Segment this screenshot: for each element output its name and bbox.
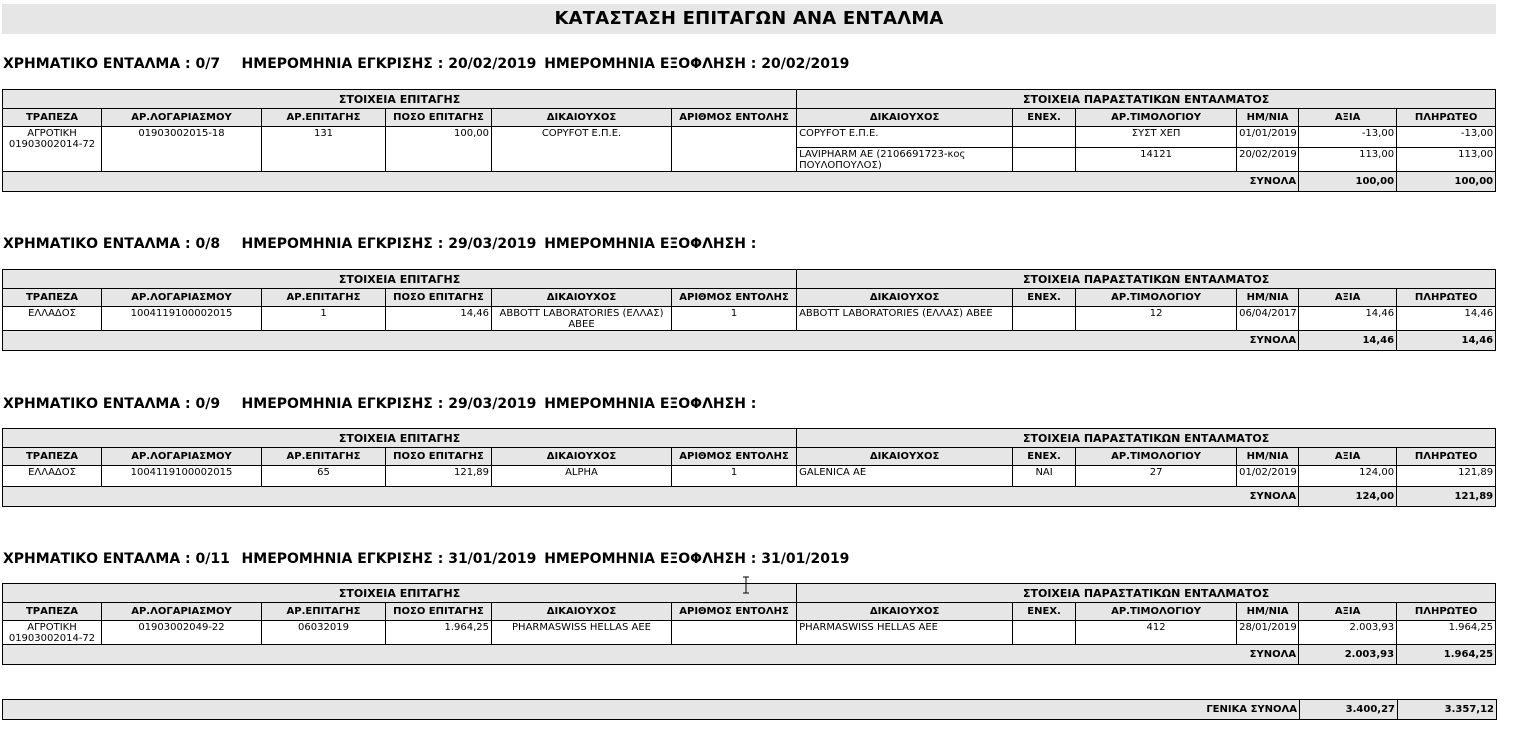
column-header: ΑΡ.ΕΠΙΤΑΓΗΣ xyxy=(262,448,386,466)
entalma-label: ΧΡΗΜΑΤΙΚΟ ΕΝΤΑΛΜΑ : xyxy=(3,56,196,72)
column-header: ΗΜ/ΝΙΑ xyxy=(1237,289,1299,307)
check-amount: 14,46 xyxy=(386,307,492,331)
totals-label: ΣΥΝΟΛΑ xyxy=(3,645,1299,665)
column-header: ΑΡΙΘΜΟΣ ΕΝΤΟΛΗΣ xyxy=(672,109,797,127)
approval-date-label: ΗΜΕΡΟΜΗΝΙΑ ΕΓΚΡΙΣΗΣ : xyxy=(241,236,449,252)
grand-total-payable: 3.357,12 xyxy=(1398,700,1497,720)
column-header: ΑΡΙΘΜΟΣ ΕΝΤΟΛΗΣ xyxy=(672,603,797,621)
order-number: 1 xyxy=(672,466,797,487)
order-number xyxy=(672,621,797,645)
entalma-number: 0/7 xyxy=(195,56,221,72)
column-header: ΑΡ.ΛΟΓΑΡΙΑΣΜΟΥ xyxy=(102,289,262,307)
doc-payable: 1.964,25 xyxy=(1397,621,1496,645)
doc-beneficiary: LAVIPHARM AE (2106691723-κος ΠΟΥΛΟΠΟΥΛΟΣ) xyxy=(797,148,1013,172)
column-header: ΑΡ.ΤΙΜΟΛΟΓΙΟΥ xyxy=(1076,448,1237,466)
doc-date: 01/01/2019 xyxy=(1237,127,1299,148)
column-header: ΕΝΕΧ. xyxy=(1013,109,1076,127)
check-account: 1004119100002015 xyxy=(102,307,262,331)
check-account: 01903002015-18 xyxy=(102,127,262,172)
doc-enex xyxy=(1013,127,1076,148)
doc-invoice: 14121 xyxy=(1076,148,1237,172)
table-row xyxy=(3,466,1496,487)
totals-label: ΣΥΝΟΛΑ xyxy=(3,487,1299,507)
approval-date-label: ΗΜΕΡΟΜΗΝΙΑ ΕΓΚΡΙΣΗΣ : xyxy=(241,56,449,72)
entalma-table xyxy=(2,583,1496,665)
check-beneficiary: ABBOTT LABORATORIES (ΕΛΛΑΣ) ΑΒΕΕ xyxy=(492,307,672,331)
column-header: ΔΙΚΑΙΟΥΧΟΣ xyxy=(797,289,1013,307)
total-payable: 121,89 xyxy=(1397,487,1496,507)
doc-invoice: 12 xyxy=(1076,307,1237,331)
entalma-number: 0/8 xyxy=(195,236,221,252)
check-beneficiary: ALPHA xyxy=(492,466,672,487)
column-header: ΔΙΚΑΙΟΥΧΟΣ xyxy=(797,448,1013,466)
column-header: ΤΡΑΠΕΖΑ xyxy=(3,289,102,307)
total-value: 100,00 xyxy=(1299,172,1397,192)
grand-totals-block xyxy=(2,699,1496,720)
entalma-number: 0/11 xyxy=(195,551,230,567)
total-value: 124,00 xyxy=(1299,487,1397,507)
payment-date-label: ΗΜΕΡΟΜΗΝΙΑ ΕΞΟΦΛΗΣΗ : xyxy=(544,56,762,72)
check-bank: ΕΛΛΑΔΟΣ xyxy=(3,466,102,487)
check-amount: 121,89 xyxy=(386,466,492,487)
total-payable: 1.964,25 xyxy=(1397,645,1496,665)
column-header: ΑΡ.ΕΠΙΤΑΓΗΣ xyxy=(262,289,386,307)
approval-date: 31/01/2019 xyxy=(448,551,537,567)
entalma-header xyxy=(3,235,761,253)
group-header-docs: ΣΤΟΙΧΕΙΑ ΠΑΡΑΣΤΑΤΙΚΩΝ ΕΝΤΑΛΜΑΤΟΣ xyxy=(797,90,1496,109)
column-header: ΑΡ.ΤΙΜΟΛΟΓΙΟΥ xyxy=(1076,289,1237,307)
column-header: ΤΡΑΠΕΖΑ xyxy=(3,109,102,127)
doc-value: 14,46 xyxy=(1299,307,1397,331)
column-header: ΑΡ.ΛΟΓΑΡΙΑΣΜΟΥ xyxy=(102,109,262,127)
order-number: 1 xyxy=(672,307,797,331)
order-number xyxy=(672,127,797,172)
doc-date: 20/02/2019 xyxy=(1237,148,1299,172)
check-beneficiary: PHARMASWISS HELLAS AEE xyxy=(492,621,672,645)
check-amount: 100,00 xyxy=(386,127,492,172)
doc-beneficiary: ABBOTT LABORATORIES (ΕΛΛΑΣ) ΑΒΕΕ xyxy=(797,307,1013,331)
doc-beneficiary: GALENICA AE xyxy=(797,466,1013,487)
entalma-header xyxy=(3,55,849,73)
column-header: ΑΞΙΑ xyxy=(1299,603,1397,621)
entalma-label: ΧΡΗΜΑΤΙΚΟ ΕΝΤΑΛΜΑ : xyxy=(3,396,196,412)
column-header: ΠΛΗΡΩΤΕΟ xyxy=(1397,448,1496,466)
entalma-table xyxy=(2,89,1496,192)
totals-label: ΣΥΝΟΛΑ xyxy=(3,331,1299,351)
table-row xyxy=(3,127,1496,148)
column-header: ΔΙΚΑΙΟΥΧΟΣ xyxy=(492,289,672,307)
check-number: 131 xyxy=(262,127,386,172)
column-header: ΑΞΙΑ xyxy=(1299,289,1397,307)
doc-beneficiary: PHARMASWISS HELLAS AEE xyxy=(797,621,1013,645)
doc-date: 01/02/2019 xyxy=(1237,466,1299,487)
column-header: ΑΡ.ΤΙΜΟΛΟΓΙΟΥ xyxy=(1076,109,1237,127)
column-header: ΠΛΗΡΩΤΕΟ xyxy=(1397,109,1496,127)
entalma-table-block xyxy=(2,269,1496,351)
entalma-header xyxy=(3,550,849,568)
entalma-number: 0/9 xyxy=(195,396,221,412)
check-amount: 1.964,25 xyxy=(386,621,492,645)
group-header-docs: ΣΤΟΙΧΕΙΑ ΠΑΡΑΣΤΑΤΙΚΩΝ ΕΝΤΑΛΜΑΤΟΣ xyxy=(797,429,1496,448)
column-header: ΤΡΑΠΕΖΑ xyxy=(3,448,102,466)
entalma-table-block xyxy=(2,89,1496,192)
doc-date: 28/01/2019 xyxy=(1237,621,1299,645)
doc-payable: -13,00 xyxy=(1397,127,1496,148)
group-header-check: ΣΤΟΙΧΕΙΑ ΕΠΙΤΑΓΗΣ xyxy=(3,270,797,289)
totals-row xyxy=(3,487,1496,507)
table-row xyxy=(3,621,1496,645)
total-payable: 100,00 xyxy=(1397,172,1496,192)
payment-date: 20/02/2019 xyxy=(761,56,850,72)
approval-date-label: ΗΜΕΡΟΜΗΝΙΑ ΕΓΚΡΙΣΗΣ : xyxy=(241,396,449,412)
entalma-table-block xyxy=(2,428,1496,507)
column-header: ΠΛΗΡΩΤΕΟ xyxy=(1397,289,1496,307)
doc-value: -13,00 xyxy=(1299,127,1397,148)
column-header: ΑΡ.ΛΟΓΑΡΙΑΣΜΟΥ xyxy=(102,448,262,466)
column-header: ΕΝΕΧ. xyxy=(1013,603,1076,621)
totals-row xyxy=(3,172,1496,192)
column-header: ΔΙΚΑΙΟΥΧΟΣ xyxy=(492,603,672,621)
column-header: ΔΙΚΑΙΟΥΧΟΣ xyxy=(797,109,1013,127)
doc-payable: 14,46 xyxy=(1397,307,1496,331)
entalma-table xyxy=(2,269,1496,351)
doc-value: 124,00 xyxy=(1299,466,1397,487)
check-number: 1 xyxy=(262,307,386,331)
group-header-docs: ΣΤΟΙΧΕΙΑ ΠΑΡΑΣΤΑΤΙΚΩΝ ΕΝΤΑΛΜΑΤΟΣ xyxy=(797,270,1496,289)
column-header: ΤΡΑΠΕΖΑ xyxy=(3,603,102,621)
check-account: 1004119100002015 xyxy=(102,466,262,487)
entalma-header xyxy=(3,395,761,413)
doc-value: 2.003,93 xyxy=(1299,621,1397,645)
doc-enex xyxy=(1013,621,1076,645)
column-header: ΔΙΚΑΙΟΥΧΟΣ xyxy=(492,448,672,466)
approval-date-label: ΗΜΕΡΟΜΗΝΙΑ ΕΓΚΡΙΣΗΣ : xyxy=(241,551,449,567)
column-header: ΗΜ/ΝΙΑ xyxy=(1237,109,1299,127)
column-header: ΑΡ.ΕΠΙΤΑΓΗΣ xyxy=(262,109,386,127)
payment-date-label: ΗΜΕΡΟΜΗΝΙΑ ΕΞΟΦΛΗΣΗ : xyxy=(544,551,762,567)
doc-payable: 121,89 xyxy=(1397,466,1496,487)
check-account: 01903002049-22 xyxy=(102,621,262,645)
column-header: ΕΝΕΧ. xyxy=(1013,289,1076,307)
column-header: ΑΡΙΘΜΟΣ ΕΝΤΟΛΗΣ xyxy=(672,448,797,466)
column-header: ΑΞΙΑ xyxy=(1299,448,1397,466)
column-header: ΑΡΙΘΜΟΣ ΕΝΤΟΛΗΣ xyxy=(672,289,797,307)
doc-invoice: 27 xyxy=(1076,466,1237,487)
doc-enex xyxy=(1013,307,1076,331)
totals-row xyxy=(3,331,1496,351)
totals-row xyxy=(3,645,1496,665)
doc-enex xyxy=(1013,148,1076,172)
payment-date-label: ΗΜΕΡΟΜΗΝΙΑ ΕΞΟΦΛΗΣΗ : xyxy=(544,396,762,412)
approval-date: 29/03/2019 xyxy=(448,396,537,412)
column-header: ΠΛΗΡΩΤΕΟ xyxy=(1397,603,1496,621)
report-title: ΚΑΤΑΣΤΑΣΗ ΕΠΙΤΑΓΩΝ ΑΝΑ ΕΝΤΑΛΜΑ xyxy=(2,4,1496,34)
column-header: ΑΡ.ΕΠΙΤΑΓΗΣ xyxy=(262,603,386,621)
text-cursor-icon xyxy=(741,576,751,594)
group-header-check: ΣΤΟΙΧΕΙΑ ΕΠΙΤΑΓΗΣ xyxy=(3,90,797,109)
doc-invoice: 412 xyxy=(1076,621,1237,645)
doc-beneficiary: COPYFOT Ε.Π.Ε. xyxy=(797,127,1013,148)
totals-label: ΣΥΝΟΛΑ xyxy=(3,172,1299,192)
table-row xyxy=(3,307,1496,331)
check-bank: ΑΓΡΟΤΙΚΗ 01903002014-72 xyxy=(3,621,102,645)
column-header: ΑΞΙΑ xyxy=(1299,109,1397,127)
group-header-check: ΣΤΟΙΧΕΙΑ ΕΠΙΤΑΓΗΣ xyxy=(3,584,797,603)
column-header: ΑΡ.ΤΙΜΟΛΟΓΙΟΥ xyxy=(1076,603,1237,621)
column-header: ΑΡ.ΛΟΓΑΡΙΑΣΜΟΥ xyxy=(102,603,262,621)
doc-date: 06/04/2017 xyxy=(1237,307,1299,331)
check-number: 65 xyxy=(262,466,386,487)
column-header: ΗΜ/ΝΙΑ xyxy=(1237,448,1299,466)
column-header: ΔΙΚΑΙΟΥΧΟΣ xyxy=(797,603,1013,621)
grand-totals-label: ΓΕΝΙΚΑ ΣΥΝΟΛΑ xyxy=(3,700,1300,720)
column-header: ΠΟΣΟ ΕΠΙΤΑΓΗΣ xyxy=(386,109,492,127)
column-header: ΠΟΣΟ ΕΠΙΤΑΓΗΣ xyxy=(386,448,492,466)
total-value: 2.003,93 xyxy=(1299,645,1397,665)
column-header: ΕΝΕΧ. xyxy=(1013,448,1076,466)
column-header: ΗΜ/ΝΙΑ xyxy=(1237,603,1299,621)
group-header-check: ΣΤΟΙΧΕΙΑ ΕΠΙΤΑΓΗΣ xyxy=(3,429,797,448)
total-value: 14,46 xyxy=(1299,331,1397,351)
column-header: ΔΙΚΑΙΟΥΧΟΣ xyxy=(492,109,672,127)
doc-value: 113,00 xyxy=(1299,148,1397,172)
payment-date-label: ΗΜΕΡΟΜΗΝΙΑ ΕΞΟΦΛΗΣΗ : xyxy=(544,236,762,252)
doc-enex: ΝΑΙ xyxy=(1013,466,1076,487)
group-header-docs: ΣΤΟΙΧΕΙΑ ΠΑΡΑΣΤΑΤΙΚΩΝ ΕΝΤΑΛΜΑΤΟΣ xyxy=(797,584,1496,603)
payment-date: 31/01/2019 xyxy=(761,551,850,567)
entalma-label: ΧΡΗΜΑΤΙΚΟ ΕΝΤΑΛΜΑ : xyxy=(3,551,196,567)
approval-date: 20/02/2019 xyxy=(448,56,537,72)
doc-invoice: ΣΥΣΤ ΧΕΠ xyxy=(1076,127,1237,148)
check-number: 06032019 xyxy=(262,621,386,645)
total-payable: 14,46 xyxy=(1397,331,1496,351)
entalma-label: ΧΡΗΜΑΤΙΚΟ ΕΝΤΑΛΜΑ : xyxy=(3,236,196,252)
doc-payable: 113,00 xyxy=(1397,148,1496,172)
column-header: ΠΟΣΟ ΕΠΙΤΑΓΗΣ xyxy=(386,289,492,307)
entalma-table xyxy=(2,428,1496,507)
approval-date: 29/03/2019 xyxy=(448,236,537,252)
check-bank: ΑΓΡΟΤΙΚΗ 01903002014-72 xyxy=(3,127,102,172)
check-beneficiary: COPYFOT Ε.Π.Ε. xyxy=(492,127,672,172)
check-bank: ΕΛΛΑΔΟΣ xyxy=(3,307,102,331)
grand-total-value: 3.400,27 xyxy=(1300,700,1398,720)
entalma-table-block xyxy=(2,583,1496,665)
column-header: ΠΟΣΟ ΕΠΙΤΑΓΗΣ xyxy=(386,603,492,621)
